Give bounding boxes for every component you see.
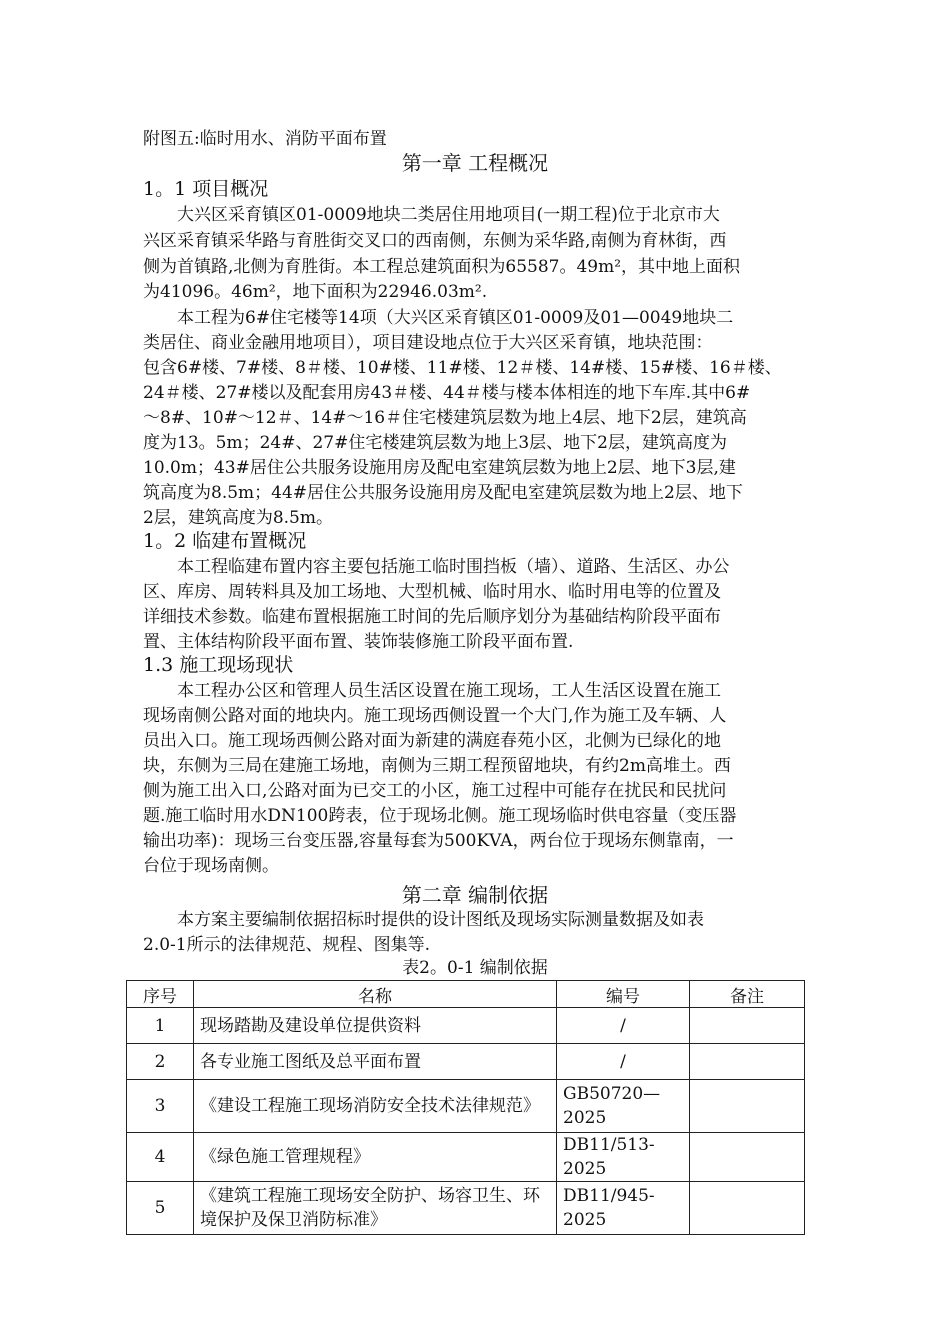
cell-note bbox=[690, 1133, 805, 1182]
paragraph-line: ～8#、10#～12＃、14#～16＃住宅楼建筑层数为地上4层、地下2层，建筑高 bbox=[143, 408, 747, 428]
header-code: 编号 bbox=[557, 981, 690, 1008]
paragraph-line: 2层，建筑高度为8.5m。 bbox=[143, 508, 333, 528]
basis-table bbox=[126, 980, 805, 1235]
header-name: 名称 bbox=[194, 981, 557, 1008]
cell-name: 各专业施工图纸及总平面布置 bbox=[194, 1044, 557, 1080]
paragraph-line: 兴区采育镇采华路与育胜街交叉口的西南侧，东侧为采华路,南侧为育林街，西 bbox=[143, 231, 727, 251]
cell-name: 《绿色施工管理规程》 bbox=[194, 1133, 557, 1182]
paragraph-line: 现场南侧公路对面的地块内。施工现场西侧设置一个大门,作为施工及车辆、人 bbox=[143, 706, 727, 726]
paragraph-line: 10.0m；43#居住公共服务设施用房及配电室建筑层数为地上2层、地下3层,建 bbox=[143, 458, 736, 478]
chapter-1-title: 第一章 工程概况 bbox=[401, 151, 549, 175]
paragraph-line: 详细技术参数。临建布置根据施工时间的先后顺序划分为基础结构阶段平面布 bbox=[143, 607, 721, 627]
table-row bbox=[127, 1182, 805, 1235]
cell-name: 《建筑工程施工现场安全防护、场容卫生、环境保护及保卫消防标准》 bbox=[194, 1182, 557, 1235]
header-note: 备注 bbox=[690, 981, 805, 1008]
cell-no: 4 bbox=[127, 1133, 194, 1182]
table-row bbox=[127, 1008, 805, 1044]
paragraph-line: 置、主体结构阶段平面布置、装饰装修施工阶段平面布置. bbox=[143, 632, 574, 652]
chapter-2-title: 第二章 编制依据 bbox=[401, 883, 549, 907]
paragraph-line: 包含6#楼、7#楼、8＃楼、10#楼、11#楼、12＃楼、14#楼、15#楼、16＃楼、 bbox=[143, 358, 782, 378]
cell-no: 2 bbox=[127, 1044, 194, 1080]
paragraph-line: 本工程为6#住宅楼等14项（大兴区采育镇区01-0009及01—0049地块二 bbox=[177, 308, 734, 328]
paragraph-line: 本工程临建布置内容主要包括施工临时围挡板（墙）、道路、生活区、办公 bbox=[177, 557, 730, 577]
cell-no: 5 bbox=[127, 1182, 194, 1235]
paragraph-line: 侧为施工出入口,公路对面为已交工的小区，施工过程中可能存在扰民和民扰问 bbox=[143, 781, 727, 801]
cell-code: / bbox=[557, 1044, 690, 1080]
paragraph-line: 24＃楼、27#楼以及配套用房43＃楼、44＃楼与楼本体相连的地下车库.其中6# bbox=[143, 383, 751, 403]
cell-code: DB11/945-2025 bbox=[557, 1182, 690, 1235]
table-row bbox=[127, 1044, 805, 1080]
cell-note bbox=[690, 1182, 805, 1235]
cell-note bbox=[690, 1080, 805, 1133]
paragraph-line: 度为13。5m；24#、27#住宅楼建筑层数为地上3层、地下2层，建筑高度为 bbox=[143, 433, 727, 453]
cell-note bbox=[690, 1008, 805, 1044]
cell-code: / bbox=[557, 1008, 690, 1044]
cell-no: 3 bbox=[127, 1080, 194, 1133]
table-caption: 表2。0-1 编制依据 bbox=[402, 958, 548, 978]
cell-code: GB50720—2025 bbox=[557, 1080, 690, 1133]
table-row bbox=[127, 1080, 805, 1133]
paragraph-line: 类居住、商业金融用地项目），项目建设地点位于大兴区采育镇，地块范围： bbox=[143, 333, 713, 353]
paragraph-line: 员出入口。施工现场西侧公路对面为新建的满庭春苑小区，北侧为已绿化的地 bbox=[143, 731, 721, 751]
paragraph-line: 块，东侧为三局在建施工场地，南侧为三期工程预留地块，有约2m高堆土。西 bbox=[143, 756, 731, 776]
paragraph-line: 2.0-1所示的法律规范、规程、图集等. bbox=[143, 935, 430, 955]
section-1-1-heading: 1。1 项目概况 bbox=[143, 178, 269, 200]
cell-name: 现场踏勘及建设单位提供资料 bbox=[194, 1008, 557, 1044]
cell-code: DB11/513-2025 bbox=[557, 1133, 690, 1182]
table-row bbox=[127, 1133, 805, 1182]
paragraph-line: 本工程办公区和管理人员生活区设置在施工现场，工人生活区设置在施工 bbox=[177, 681, 721, 701]
appendix-line: 附图五:临时用水、消防平面布置 bbox=[143, 129, 387, 149]
section-1-2-heading: 1。2 临建布置概况 bbox=[143, 530, 307, 552]
paragraph-line: 侧为首镇路,北侧为育胜街。本工程总建筑面积为65587。49m²，其中地上面积 bbox=[143, 257, 741, 277]
cell-name: 《建设工程施工现场消防安全技术法律规范》 bbox=[194, 1080, 557, 1133]
paragraph-line: 题.施工临时用水DN100跨表，位于现场北侧。施工现场临时供电容量（变压器 bbox=[143, 806, 737, 826]
cell-note bbox=[690, 1044, 805, 1080]
header-no: 序号 bbox=[127, 981, 194, 1008]
paragraph-line: 台位于现场南侧。 bbox=[143, 856, 279, 876]
paragraph-line: 大兴区采育镇区01-0009地块二类居住用地项目(一期工程)位于北京市大 bbox=[177, 205, 720, 225]
paragraph-line: 为41096。46m²，地下面积为22946.03m². bbox=[143, 282, 488, 302]
paragraph-line: 输出功率)：现场三台变压器,容量每套为500KVA，两台位于现场东侧靠南，一 bbox=[143, 831, 734, 851]
table-header-row bbox=[127, 981, 805, 1008]
cell-no: 1 bbox=[127, 1008, 194, 1044]
section-1-3-heading: 1.3 施工现场现状 bbox=[143, 654, 294, 676]
paragraph-line: 筑高度为8.5m；44#居住公共服务设施用房及配电室建筑层数为地上2层、地下 bbox=[143, 483, 743, 503]
paragraph-line: 本方案主要编制依据招标时提供的设计图纸及现场实际测量数据及如表 bbox=[177, 910, 704, 930]
paragraph-line: 区、库房、周转料具及加工场地、大型机械、临时用水、临时用电等的位置及 bbox=[143, 582, 721, 602]
